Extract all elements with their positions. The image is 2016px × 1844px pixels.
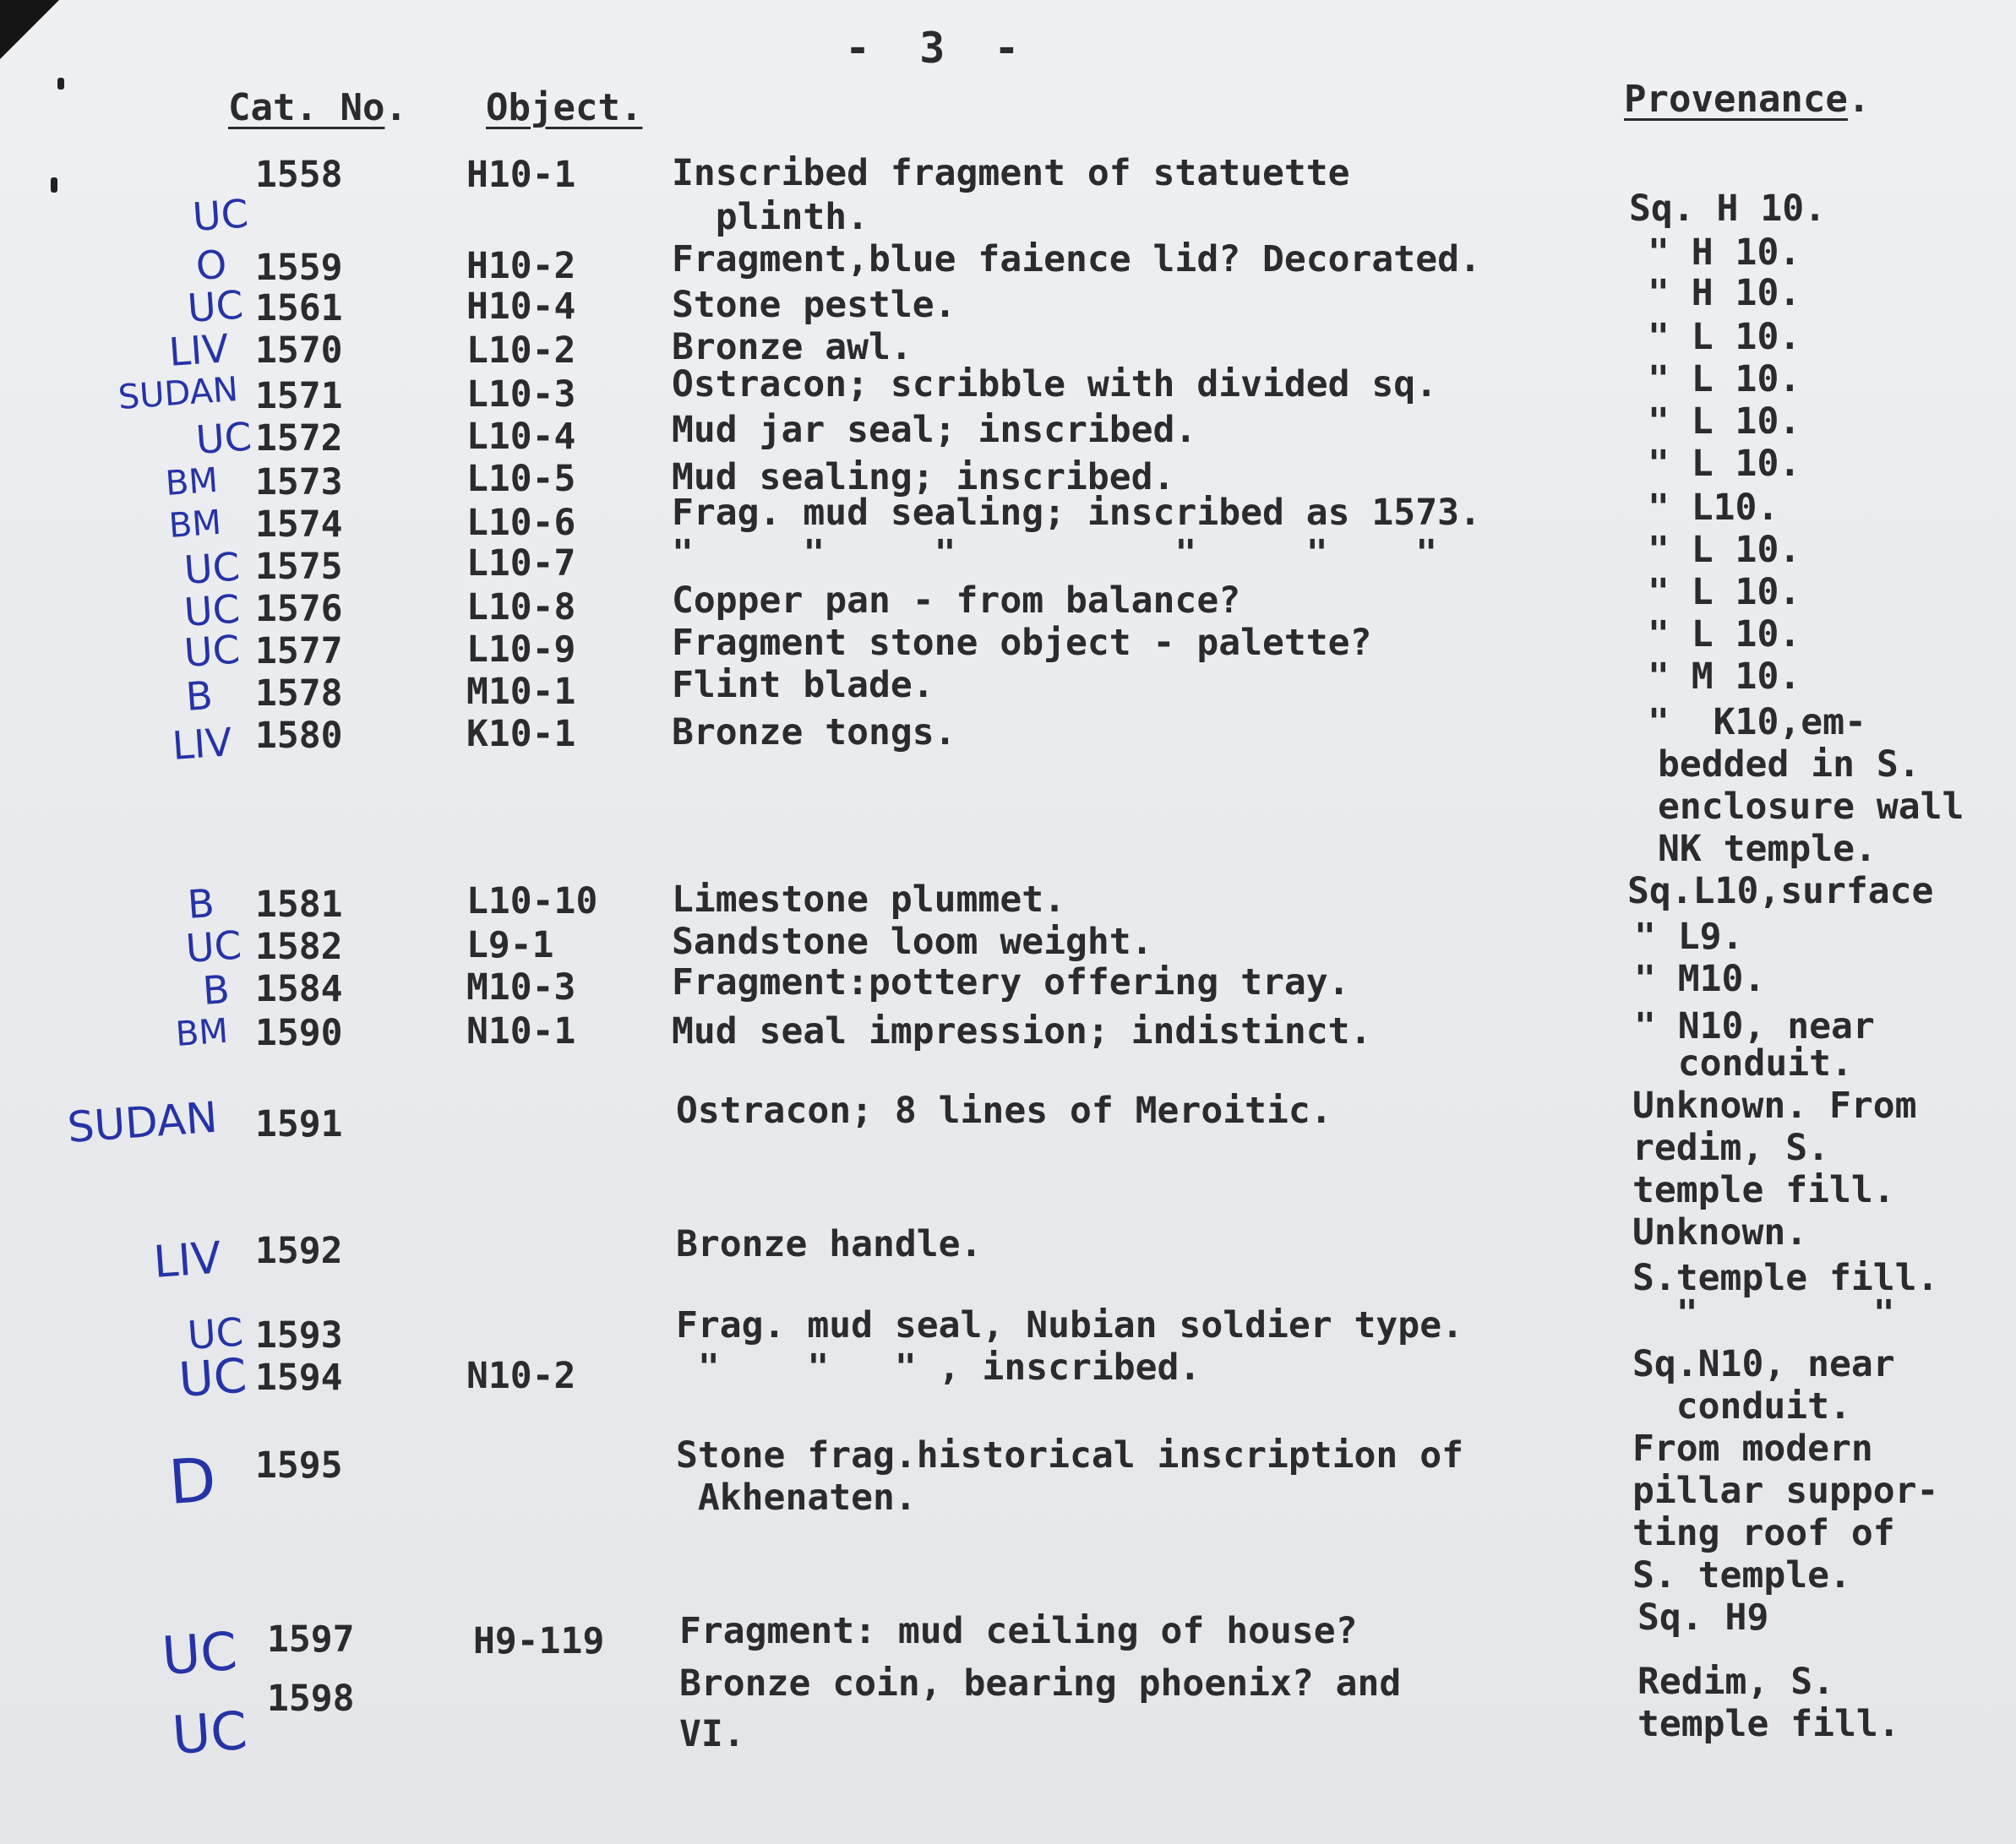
description-line: Limestone plummet. <box>672 878 1065 921</box>
object-code: N10-2 <box>466 1355 576 1397</box>
provenance-line: Sq. H 10. <box>1629 188 1826 230</box>
handwritten-note: B <box>184 672 215 720</box>
description-line: Bronze awl. <box>672 326 913 368</box>
cat-number: 1591 <box>255 1103 343 1145</box>
cat-number: 1573 <box>255 461 343 503</box>
object-code: L10-6 <box>466 502 576 544</box>
provenance-line: S.temple fill. <box>1632 1257 1939 1299</box>
object-code: H10-4 <box>466 286 576 328</box>
provenance-line: NK temple. <box>1658 828 1877 870</box>
cat-number: 1590 <box>255 1012 343 1054</box>
cat-number: 1592 <box>255 1230 343 1272</box>
cat-number: 1594 <box>255 1357 343 1399</box>
header-cat-no-dot: . <box>384 86 407 129</box>
object-code: L10-8 <box>466 586 576 628</box>
handwritten-note: LIV <box>151 1232 223 1288</box>
handwritten-note: B <box>201 966 232 1014</box>
provenance-line: " M 10. <box>1648 655 1801 698</box>
provenance-line: " L9. <box>1634 916 1744 958</box>
header-object-text: Object. <box>486 86 643 129</box>
cat-number: 1598 <box>267 1678 355 1720</box>
object-code: L10-7 <box>466 542 576 585</box>
provenance-line: Sq.L10,surface <box>1627 870 1934 912</box>
provenance-line: " N10, near <box>1634 1005 1875 1047</box>
provenance-line: " H 10. <box>1648 231 1801 274</box>
description-line: Bronze coin, bearing phoenix? and <box>679 1662 1402 1705</box>
provenance-line: " K10,em- <box>1648 701 1866 743</box>
page-corner-shadow <box>0 0 59 59</box>
header-provenance <box>1624 78 1870 121</box>
description-line: Ostracon; 8 lines of Meroitic. <box>676 1090 1332 1132</box>
handwritten-note: LIV <box>171 719 234 769</box>
description-line: Fragment,blue faience lid? Decorated. <box>672 238 1481 280</box>
object-code: H10-1 <box>466 154 576 196</box>
object-code: M10-3 <box>466 966 576 1009</box>
handwritten-note: UC <box>183 585 242 635</box>
cat-number: 1582 <box>255 926 343 968</box>
handwritten-note: UC <box>186 281 245 331</box>
provenance-line: temple fill. <box>1632 1169 1895 1211</box>
object-code: M10-1 <box>466 671 576 713</box>
object-code: L10-9 <box>466 628 576 671</box>
object-code: H9-119 <box>473 1620 605 1662</box>
object-code: L10-10 <box>466 880 598 922</box>
object-code: H10-2 <box>466 245 576 287</box>
description-line: " " " " " " <box>672 532 1438 574</box>
provenance-line: Unknown. From <box>1632 1085 1917 1127</box>
description-line: Stone frag.historical inscription of <box>676 1434 1463 1477</box>
provenance-line: " L 10. <box>1648 571 1801 613</box>
provenance-line: Sq.N10, near <box>1632 1343 1895 1385</box>
header-provenance-text: Provenance <box>1624 78 1848 121</box>
ink-mark <box>51 177 57 193</box>
cat-number: 1584 <box>255 968 343 1010</box>
description-line: Ostracon; scribble with divided sq. <box>672 363 1438 405</box>
object-code: L10-4 <box>466 416 576 458</box>
object-code: L10-5 <box>466 458 576 500</box>
header-cat-no-text: Cat. No <box>228 86 385 129</box>
provenance-line: conduit. <box>1632 1385 1851 1428</box>
provenance-line: enclosure wall <box>1658 786 1964 828</box>
object-code: N10-1 <box>466 1010 576 1053</box>
description-line: Akhenaten. <box>676 1477 917 1519</box>
description-line: " " " , inscribed. <box>676 1346 1201 1389</box>
handwritten-note: LIV <box>167 325 231 375</box>
handwritten-note: UC <box>170 1699 249 1766</box>
handwritten-note: UC <box>183 626 242 676</box>
cat-number: 1578 <box>255 672 343 715</box>
cat-number: 1577 <box>255 630 343 672</box>
header-provenance-dot: . <box>1847 78 1871 121</box>
provenance-line: " L10. <box>1648 487 1779 529</box>
provenance-line: " L 10. <box>1648 613 1801 655</box>
cat-number: 1575 <box>255 546 343 588</box>
description-line: Sandstone loom weight. <box>672 921 1153 963</box>
description-line: Bronze tongs. <box>672 711 956 753</box>
cat-number: 1576 <box>255 588 343 630</box>
description-line: Fragment: mud ceiling of house? <box>679 1610 1358 1652</box>
handwritten-note: BM <box>164 460 220 503</box>
handwritten-note: SUDAN <box>65 1092 220 1152</box>
provenance-line: " L 10. <box>1648 316 1801 358</box>
description-line: Bronze handle. <box>676 1223 983 1265</box>
provenance-line: temple fill. <box>1637 1703 1900 1745</box>
handwritten-note: UC <box>160 1619 239 1687</box>
provenance-line: " L 10. <box>1648 529 1801 571</box>
provenance-line: " H 10. <box>1648 272 1801 314</box>
cat-number: 1561 <box>255 287 343 329</box>
description-line: Mud seal impression; indistinct. <box>672 1010 1372 1053</box>
handwritten-note: UC <box>194 413 253 463</box>
object-code: K10-1 <box>466 713 576 755</box>
handwritten-note: BM <box>167 503 223 546</box>
handwritten-note: BM <box>174 1011 230 1054</box>
ink-mark <box>57 78 64 90</box>
object-code: L10-3 <box>466 373 576 416</box>
description-line: Flint blade. <box>672 664 934 706</box>
description-line: Frag. mud sealing; inscribed as 1573. <box>672 492 1481 534</box>
cat-number: 1597 <box>267 1618 355 1661</box>
cat-number: 1558 <box>255 154 343 196</box>
description-line: VI. <box>679 1713 745 1755</box>
description-line: Fragment stone object - palette? <box>672 622 1372 664</box>
cat-number: 1593 <box>255 1314 343 1357</box>
cat-number: 1574 <box>255 503 343 546</box>
cat-number: 1572 <box>255 417 343 460</box>
handwritten-note: UC <box>177 1348 249 1408</box>
header-object <box>486 86 642 129</box>
provenance-line: " L 10. <box>1648 400 1801 443</box>
description-line: Mud sealing; inscribed. <box>672 456 1175 498</box>
cat-number: 1559 <box>255 247 343 289</box>
handwritten-note: O <box>194 241 229 289</box>
handwritten-note: UC <box>186 1308 245 1358</box>
handwritten-note: B <box>186 879 216 927</box>
provenance-line: Unknown. <box>1632 1211 1808 1254</box>
description-line: plinth. <box>672 196 869 238</box>
description-line: Stone pestle. <box>672 284 956 326</box>
header-cat-no <box>228 86 407 129</box>
provenance-line: From modern <box>1632 1428 1873 1470</box>
handwritten-note: UC <box>184 922 243 971</box>
provenance-line: " M10. <box>1634 958 1766 1000</box>
provenance-line: " L 10. <box>1648 358 1801 400</box>
cat-number: 1581 <box>255 884 343 926</box>
provenance-line: S. temple. <box>1632 1554 1851 1597</box>
description-line: Mud jar seal; inscribed. <box>672 409 1197 451</box>
page-number: - 3 - <box>845 24 1032 73</box>
provenance-line: " " <box>1632 1292 1895 1335</box>
provenance-line: ting roof of <box>1632 1512 1895 1554</box>
description-line: Inscribed fragment of statuette <box>672 152 1350 194</box>
description-line: Frag. mud seal, Nubian soldier type. <box>676 1304 1463 1346</box>
handwritten-note: UC <box>183 543 242 593</box>
cat-number: 1571 <box>255 375 343 417</box>
description-line: Fragment:pottery offering tray. <box>672 961 1350 1004</box>
provenance-line: bedded in S. <box>1658 743 1921 786</box>
provenance-line: redim, S. <box>1632 1127 1829 1169</box>
object-code: L9-1 <box>466 924 554 966</box>
description-line: Copper pan - from balance? <box>672 579 1241 622</box>
handwritten-note: UC <box>191 190 250 240</box>
provenance-line: pillar suppor- <box>1632 1470 1939 1512</box>
provenance-line: Redim, S. <box>1637 1661 1834 1703</box>
provenance-line: " L 10. <box>1648 443 1801 485</box>
object-code: L10-2 <box>466 329 576 372</box>
cat-number: 1595 <box>255 1444 343 1487</box>
handwritten-note: SUDAN <box>117 370 240 417</box>
cat-number: 1570 <box>255 329 343 372</box>
provenance-line: conduit. <box>1634 1042 1853 1085</box>
cat-number: 1580 <box>255 715 343 757</box>
provenance-line: Sq. H9 <box>1637 1597 1769 1639</box>
handwritten-note: D <box>166 1444 219 1518</box>
